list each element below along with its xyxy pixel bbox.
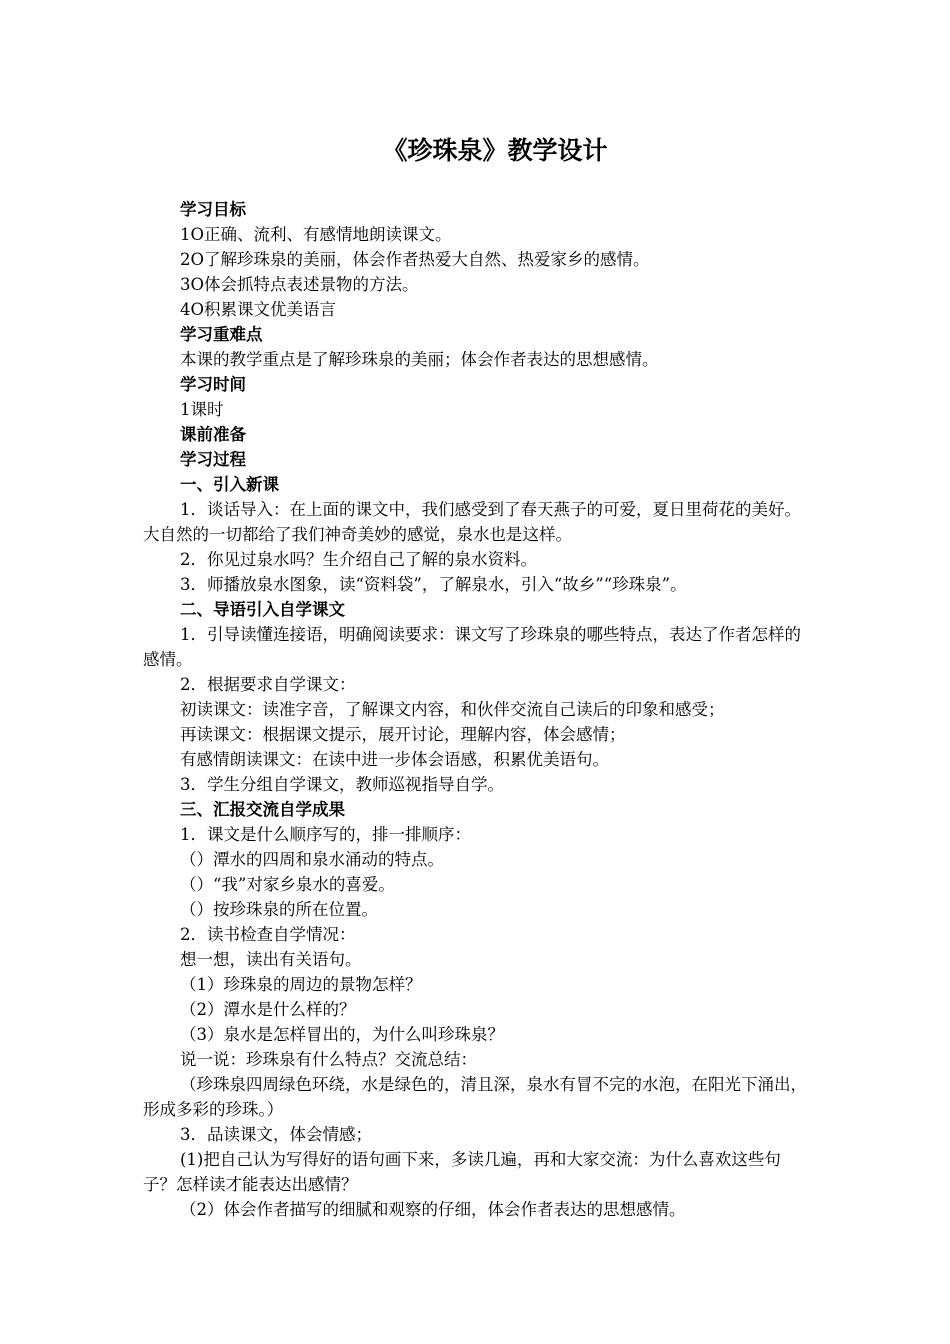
paragraph-line: （3）泉水是怎样冒出的，为什么叫珍珠泉？ <box>180 1025 504 1044</box>
section-heading: 学习时间 <box>180 375 246 394</box>
section-heading: 课前准备 <box>180 425 246 444</box>
paragraph-line: 本课的教学重点是了解珍珠泉的美丽；体会作者表达的思想感情。 <box>180 350 659 369</box>
paragraph-line: （）潭水的四周和泉水涌动的特点。 <box>180 850 444 869</box>
paragraph-line: 1O正确、流利、有感情地朗读课文。 <box>180 225 452 244</box>
paragraph-line: 4O积累课文优美语言 <box>180 300 337 319</box>
paragraph-line: （2）体会作者描写的细腻和观察的仔细，体会作者表达的思想感情。 <box>180 1200 686 1219</box>
document-title: 《珍珠泉》教学设计 <box>382 136 608 165</box>
section-heading: 学习过程 <box>180 450 246 469</box>
paragraph-line: （1）珍珠泉的周边的景物怎样？ <box>180 975 422 994</box>
paragraph-line: 1．课文是什么顺序写的，排一排顺序： <box>180 825 471 844</box>
paragraph-line: 说一说：珍珠泉有什么特点？交流总结： <box>180 1050 477 1069</box>
paragraph-line: 2．读书检查自学情况： <box>180 925 356 944</box>
paragraph-line: 想一想，读出有关语句。 <box>180 950 362 969</box>
paragraph-line: 3O体会抓特点表述景物的方法。 <box>180 275 419 294</box>
paragraph-line: 1．引导读懂连接语，明确阅读要求：课文写了珍珠泉的哪些特点，表达了作者怎样的感情。 <box>143 625 801 669</box>
paragraph-line: （2）潭水是什么样的？ <box>180 1000 356 1019</box>
paragraph-line: （）“我”对家乡泉水的喜爱。 <box>180 875 395 894</box>
document-body <box>143 197 807 1222</box>
paragraph-line: 2O了解珍珠泉的美丽，体会作者热爱大自然、热爱家乡的感情。 <box>180 250 650 269</box>
paragraph-line: 2．根据要求自学课文： <box>180 675 356 694</box>
paragraph-line: 1．谈话导入：在上面的课文中，我们感受到了春天燕子的可爱，夏日里荷花的美好。大自然的一切都给了我们神奇美妙的感觉，泉水也是这样。 <box>143 500 801 544</box>
paragraph-line: 再读课文：根据课文提示，展开讨论，理解内容，体会感情； <box>180 725 626 744</box>
paragraph-line: （）按珍珠泉的所在位置。 <box>180 900 378 919</box>
paragraph-line: 1课时 <box>180 400 224 419</box>
section-heading: 学习重难点 <box>180 325 263 344</box>
paragraph-line: （珍珠泉四周绿色环绕，水是绿色的，清且深，泉水有冒不完的水泡，在阳光下涌出，形成多彩的珍珠。） <box>143 1075 807 1119</box>
section-heading: 二、导语引入自学课文 <box>180 600 345 619</box>
paragraph-line: 初读课文：读准字音，了解课文内容，和伙伴交流自己读后的印象和感受； <box>180 700 725 719</box>
paragraph-line: (1)把自己认为写得好的语句画下来，多读几遍，再和大家交流：为什么喜欢这些句子？怎样读才能表达出感情？ <box>143 1150 781 1194</box>
paragraph-line: 2．你见过泉水吗？生介绍自己了解的泉水资料。 <box>180 550 537 569</box>
paragraph-line: 3．品读课文，体会情感； <box>180 1125 372 1144</box>
section-heading: 学习目标 <box>180 200 246 219</box>
paragraph-line: 3．师播放泉水图象，读“资料袋”，了解泉水，引入“故乡”“珍珠泉”。 <box>180 575 687 594</box>
section-heading: 三、汇报交流自学成果 <box>180 800 345 819</box>
paragraph-line: 3．学生分组自学课文，教师巡视指导自学。 <box>180 775 504 794</box>
section-heading: 一、引入新课 <box>180 475 279 494</box>
paragraph-line: 有感情朗读课文：在读中进一步体会语感，积累优美语句。 <box>180 750 609 769</box>
